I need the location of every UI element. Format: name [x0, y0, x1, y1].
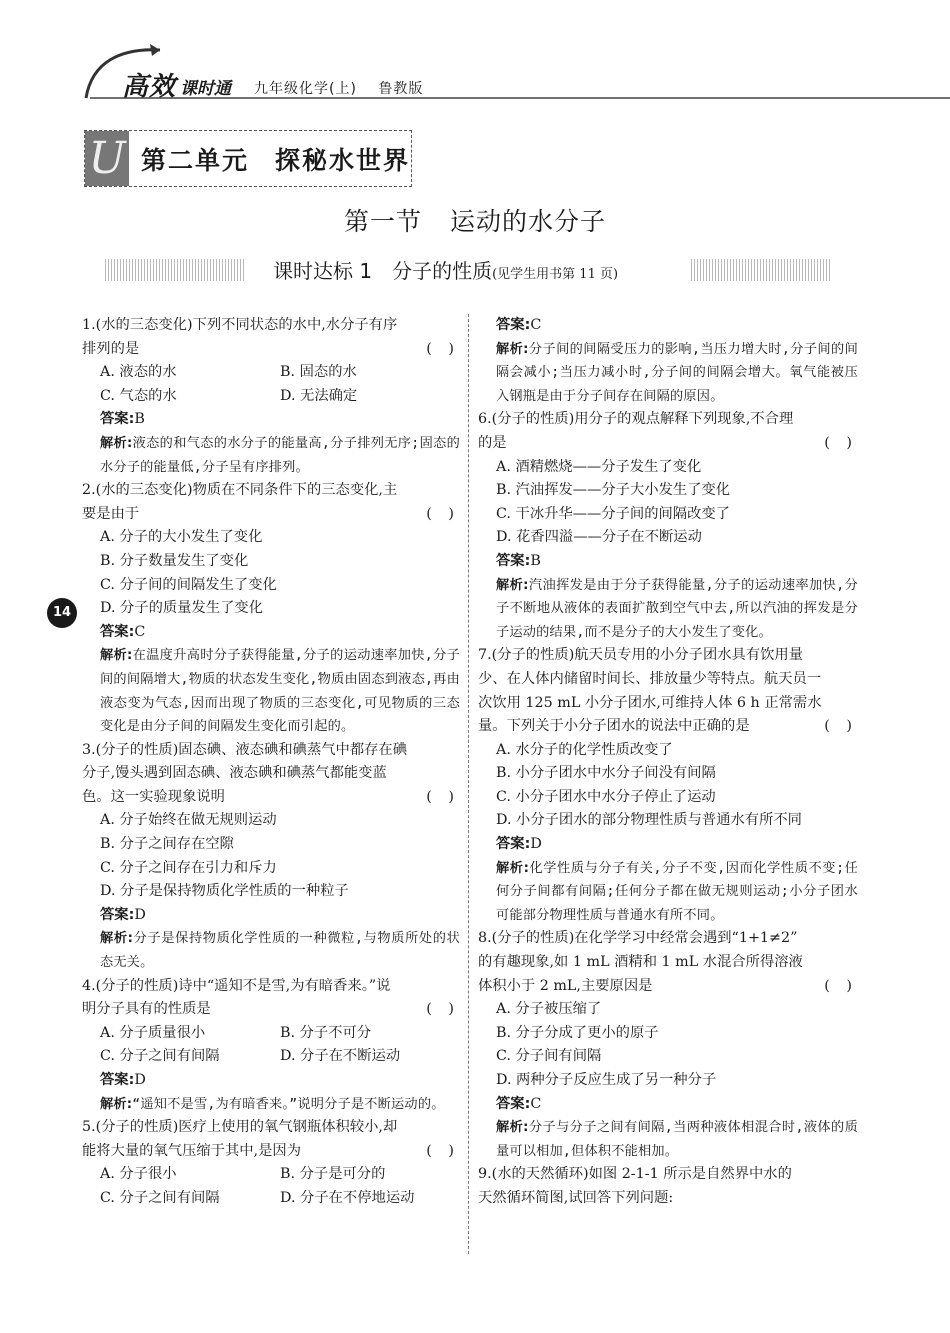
option: C. 小分子团水中水分子停止了运动 — [496, 788, 716, 805]
option: D. 分子在不停地运动 — [280, 1189, 415, 1206]
option: A. 液态的水 — [100, 364, 177, 381]
answer: 答案:C — [496, 317, 542, 333]
lesson-title — [273, 255, 618, 284]
question-1 — [82, 314, 460, 479]
option: A. 分子被压缩了 — [496, 1001, 602, 1018]
answer-blank: ( ) — [426, 1001, 460, 1018]
question-stem: 9.(水的天然循环)如图 2-1-1 所示是自然界中水的 — [478, 1166, 792, 1183]
question-stem: ( ) 明分子具有的性质是 — [82, 998, 460, 1022]
option: B. 汽油挥发——分子大小发生了变化 — [496, 482, 731, 499]
option-row — [82, 361, 460, 385]
option: C. 分子之间有间隔 — [100, 1189, 220, 1206]
explanation: 解析:分子间的间隔受压力的影响,当压力增大时,分子间的间隔会减小;当压力减小时,分子间的间隔会增大。氧气能被压入钢瓶是由于分子间存在间隔的原因。 — [496, 341, 858, 404]
answer: 答案:D — [496, 836, 542, 853]
question-stem: ( ) 的是 — [478, 432, 858, 456]
option-row — [82, 1022, 460, 1046]
answer-blank: ( ) — [824, 434, 858, 451]
explanation: 解析:“遥知不是雪,为有暗香来。”说明分子是不断运动的。 — [100, 1096, 445, 1112]
explanation: 解析:在温度升高时分子获得能量,分子的运动速率加快,分子间的间隔增大,物质的状态发生变化,物质由固态到液态,再由液态变为气态,因而出现了物质的三态变化,可见物质的三态变化是由分子间的间隔发生变化而引起的。 — [100, 648, 460, 735]
option: D. 小分子团水的部分物理性质与普通水有所不同 — [496, 812, 802, 829]
option: B. 分子是可分的 — [280, 1166, 386, 1183]
book-info — [254, 78, 439, 98]
hatch-decoration-left — [105, 259, 245, 281]
explanation: 解析:化学性质与分子有关,分子不变,因而化学性质不变;任何分子间都有间隔;任何分子都在做无规则运动;小分子团水可能部分物理性质与普通水有所不同。 — [496, 860, 859, 923]
option: C. 气态的水 — [100, 387, 177, 404]
question-stem: ( ) 量。下列关于小分子团水的说法中正确的是 — [478, 715, 858, 739]
option: B. 固态的水 — [280, 364, 357, 381]
page-number: 14 — [47, 598, 77, 628]
option: A. 酒精燃烧——分子发生了变化 — [496, 458, 702, 475]
lesson-bar — [105, 255, 831, 285]
question-stem: 5.(分子的性质)医疗上使用的氧气钢瓶体积较小,却 — [82, 1119, 398, 1136]
answer-blank: ( ) — [426, 788, 460, 805]
question-7 — [478, 644, 858, 927]
option-row — [82, 385, 460, 409]
question-stem: ( ) 要是由于 — [82, 503, 460, 527]
unit-name: 探秘水世界 — [275, 146, 411, 175]
option: C. 分子间的间隔发生了变化 — [100, 576, 277, 593]
unit-banner — [84, 130, 412, 187]
right-column — [478, 314, 858, 1211]
answer: 答案:C — [100, 623, 146, 640]
option-row — [82, 1187, 460, 1211]
column-divider — [468, 314, 469, 1254]
question-stem: ( ) 能将大量的氧气压缩于其中,是因为 — [82, 1140, 460, 1164]
question-stem: ( ) 排列的是 — [82, 338, 460, 362]
question-stem: 6.(分子的性质)用分子的观点解释下列现象,不合理 — [478, 411, 794, 428]
unit-number: 第二单元 — [141, 146, 250, 175]
answer: 答案:B — [100, 411, 145, 428]
section-number: 第一节 — [343, 207, 422, 236]
option: A. 分子始终在做无规则运动 — [100, 812, 277, 829]
answer-blank: ( ) — [426, 340, 460, 357]
option: B. 分子数量发生了变化 — [100, 552, 249, 569]
question-stem: 1.(水的三态变化)下列不同状态的水中,水分子有序 — [82, 317, 398, 333]
question-5 — [82, 1116, 460, 1210]
question-9 — [478, 1163, 858, 1210]
question-5-answer — [478, 314, 858, 408]
answer-blank: ( ) — [426, 1142, 460, 1159]
question-8 — [478, 927, 858, 1163]
question-stem: ( ) 体积小于 2 mL,主要原因是 — [478, 975, 858, 999]
edition-label: 鲁教版 — [378, 81, 424, 97]
option: C. 分子之间有间隔 — [100, 1048, 220, 1065]
question-stem: 分子,馒头遇到固态碘、液态碘和碘蒸气都能变蓝 — [82, 765, 387, 782]
explanation: 解析:分子是保持物质化学性质的一种微粒,与物质所处的状态无关。 — [100, 931, 460, 971]
option: B. 分子之间存在空隙 — [100, 836, 234, 853]
question-stem: 2.(水的三态变化)物质在不同条件下的三态变化,主 — [82, 482, 398, 499]
question-stem: 4.(分子的性质)诗中“遥知不是雪,为有暗香来。”说 — [82, 977, 391, 994]
option: D. 花香四溢——分子在不断运动 — [496, 529, 702, 546]
option: D. 分子在不断运动 — [280, 1048, 401, 1065]
question-4 — [82, 975, 460, 1117]
question-3 — [82, 739, 460, 975]
brand-name: 高效 — [122, 72, 177, 102]
lesson-label: 课时达标 1 — [273, 259, 373, 283]
question-2 — [82, 479, 460, 739]
option: C. 干冰升华——分子间的间隔改变了 — [496, 505, 730, 522]
unit-letter-icon: U — [85, 131, 129, 186]
option-row — [82, 1045, 460, 1069]
unit-title — [141, 141, 436, 177]
question-stem: 7.(分子的性质)航天员专用的小分子团水具有饮用量 — [478, 647, 804, 664]
lesson-name: 分子的性质 — [392, 259, 493, 283]
answer: 答案:B — [496, 552, 541, 569]
answer: 答案:C — [496, 1095, 542, 1112]
question-stem: 的有趣现象,如 1 mL 酒精和 1 mL 水混合所得溶液 — [478, 954, 803, 971]
section-title — [0, 202, 950, 238]
explanation: 解析:分子与分子之间有间隔,当两种液体相混合时,液体的质量可以相加,但体积不能相加。 — [496, 1120, 858, 1159]
answer: 答案:D — [100, 906, 146, 923]
option: C. 分子之间存在引力和斥力 — [100, 859, 277, 876]
brand-subtitle: 课时通 — [180, 79, 231, 99]
question-stem: 3.(分子的性质)固态碘、液态碘和碘蒸气中都存在碘 — [82, 741, 408, 758]
option: B. 分子分成了更小的原子 — [496, 1024, 659, 1041]
option: D. 分子是保持物质化学性质的一种粒子 — [100, 883, 349, 900]
left-column — [82, 314, 460, 1211]
answer-blank: ( ) — [824, 718, 858, 735]
option-row — [82, 1163, 460, 1187]
answer: 答案:D — [100, 1072, 146, 1088]
lesson-reference: (见学生用书第 11 页) — [492, 267, 619, 282]
option: B. 小分子团水中水分子间没有间隔 — [496, 765, 716, 782]
option: D. 分子的质量发生了变化 — [100, 600, 264, 617]
option: C. 分子间有间隔 — [496, 1048, 602, 1065]
page-header — [0, 0, 950, 110]
option: B. 分子不可分 — [280, 1024, 372, 1041]
question-stem: 8.(分子的性质)在化学学习中经常会遇到“1+1≠2” — [478, 930, 798, 947]
question-stem: ( ) 色。这一实验现象说明 — [82, 786, 460, 810]
option: A. 分子很小 — [100, 1166, 177, 1183]
option: A. 分子的大小发生了变化 — [100, 529, 263, 546]
explanation: 解析:液态的和气态的水分子的能量高,分子排列无序;固态的水分子的能量低,分子呈有序排列。 — [100, 435, 460, 475]
hatch-decoration-right — [691, 259, 831, 281]
option: D. 无法确定 — [280, 387, 358, 404]
grade-label: 九年级化学(上) — [254, 81, 357, 97]
option: A. 分子质量很小 — [100, 1024, 206, 1041]
explanation: 解析:汽油挥发是由于分子获得能量,分子的运动速率加快,分子不断地从液体的表面扩散到空气中去,所以汽油的挥发是分子运动的结果,而不是分子的大小发生了变化。 — [496, 577, 858, 640]
question-6 — [478, 408, 858, 644]
section-name: 运动的水分子 — [450, 207, 607, 236]
option: D. 两种分子反应生成了另一种分子 — [496, 1072, 717, 1088]
answer-blank: ( ) — [824, 977, 858, 994]
question-stem: 少、在人体内储留时间长、排放量少等特点。航天员一 — [478, 670, 822, 687]
question-stem: 次饮用 125 mL 小分子团水,可维持人体 6 h 正常需水 — [478, 694, 822, 711]
option: A. 水分子的化学性质改变了 — [496, 741, 673, 758]
question-stem: 天然循环简图,试回答下列问题: — [478, 1189, 674, 1206]
answer-blank: ( ) — [426, 505, 460, 522]
